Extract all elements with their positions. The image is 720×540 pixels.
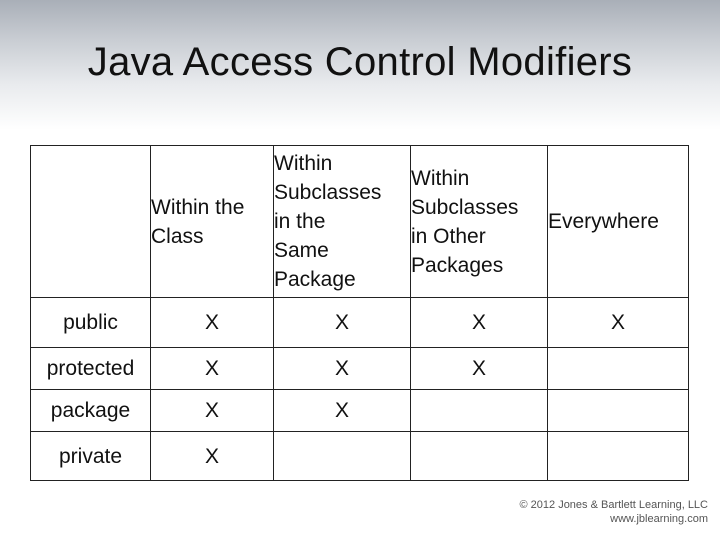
table-cell: [411, 390, 548, 432]
row-label-protected: protected: [31, 348, 151, 390]
slide-title: Java Access Control Modifiers: [87, 40, 633, 84]
access-modifier-table: [30, 145, 689, 481]
table-cell: [274, 432, 411, 481]
header-within-class: Within the Class: [151, 146, 274, 298]
header-within-subclasses-other-packages: Within Subclasses in Other Packages: [411, 146, 548, 298]
table-cell: X: [274, 298, 411, 348]
row-label-public: public: [31, 298, 151, 348]
table-cell: X: [548, 298, 689, 348]
table-cell: X: [151, 390, 274, 432]
copyright-footer: [520, 498, 709, 526]
table-cell: [548, 390, 689, 432]
table-cell: X: [151, 298, 274, 348]
table-cell: X: [151, 348, 274, 390]
table-cell: X: [411, 348, 548, 390]
table-cell: [548, 432, 689, 481]
table-cell: X: [151, 432, 274, 481]
table-row: [31, 298, 689, 348]
row-label-package: package: [31, 390, 151, 432]
header-corner-cell: [31, 146, 151, 298]
table-header-row: [31, 146, 689, 298]
table-row: [31, 432, 689, 481]
copyright-text: © 2012 Jones & Bartlett Learning, LLC: [519, 499, 708, 511]
publisher-url: www.jblearning.com: [610, 513, 708, 525]
table-cell: X: [411, 298, 548, 348]
table-cell: X: [274, 348, 411, 390]
header-within-subclasses-same-package: Within Subclasses in the Same Package: [274, 146, 411, 298]
header-everywhere: Everywhere: [548, 146, 689, 298]
table-cell: [411, 432, 548, 481]
row-label-private: private: [31, 432, 151, 481]
table-row: [31, 390, 689, 432]
table-cell: [548, 348, 689, 390]
table-cell: X: [274, 390, 411, 432]
table-row: [31, 348, 689, 390]
